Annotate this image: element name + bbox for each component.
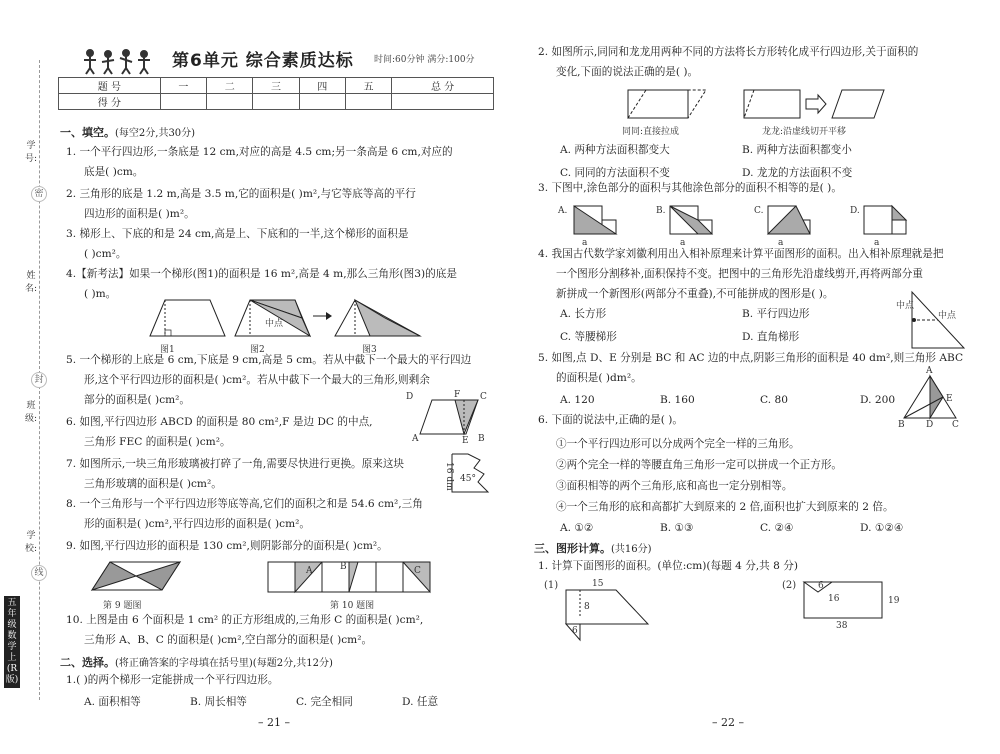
q6-parallelogram [412,396,486,444]
score-table [58,77,494,110]
question-line: 4.【新考法】如果一个梯形(图1)的面积是 16 m²,高是 4 m,那么三角形(图3)的底是 [66,268,457,280]
question-line: 四边形的面积是( )m²。 [84,208,195,220]
question-3 [66,224,408,264]
unit-title: 第6单元 综合素质达标 [172,51,354,71]
grid-label-c: C [414,566,421,576]
option-b[interactable]: B. ①③ [660,522,694,534]
grid-label-b: B [340,562,347,572]
gutter-student-id: 学号: [24,141,38,164]
vertex-label: E [946,394,953,404]
seal-mark-feng: 封 [31,372,47,388]
choice-6-statements [556,434,894,518]
option-d[interactable]: D. ①②④ [860,522,904,534]
question-line: 8. 一个三角形与一个平行四边形等底等高,它们的面积之和是 54.6 cm²,三角 [66,498,423,510]
table-cell: 二 [207,78,253,94]
section-1-title [60,124,195,140]
gutter-class: 班级: [24,401,38,424]
table-cell: 题 号 [59,78,161,94]
choice-4-options [560,306,890,344]
section-2-title [60,654,333,670]
arrow-icon [806,95,826,113]
dim-38: 38 [836,621,848,631]
exam-meta: 时间:60分钟 满分:100分 [374,55,475,65]
vertex-label: D [406,392,414,402]
tongtong-caption: 同同:直接拉成 [622,127,680,137]
question-line: 部分的面积是( )cm²。 [84,394,191,406]
grid-label-a: A [306,566,313,576]
table-cell: 四 [299,78,345,94]
dim-15: 15 [592,579,604,589]
option-d[interactable]: D. 200 [860,394,896,406]
fig-label-c: C. [754,206,764,216]
segment-be [904,397,943,418]
option-b[interactable]: B. 周长相等 [190,696,247,708]
question-8 [66,494,423,534]
score-table-header [59,78,494,94]
vertex-label: F [454,390,461,400]
question-line: 1. 计算下面图形的面积。(单位:cm)(每题 4 分,共 8 分) [538,560,798,572]
q9-caption: 第 9 题图 [103,601,142,611]
option-b[interactable]: B. 平行四边形 [742,308,810,320]
question-line: 三角形 FEC 的面积是( )cm²。 [84,436,231,448]
question-line: 1.( )的两个梯形一定能拼成一个平行四边形。 [66,674,279,686]
fig-label-d: D. [850,206,860,216]
trapezoid-fig1 [150,300,225,336]
right-page [500,0,1000,754]
vertex-label: C [480,392,487,402]
dim-6: 6 [572,626,578,636]
option-a[interactable]: A. 120 [560,394,595,406]
choice-3-figures [572,204,932,238]
fig1-caption: 图1 [160,345,175,355]
vertex-label: C [952,420,959,430]
question-1 [66,142,453,182]
score-input-cell[interactable] [392,94,494,110]
statement: ①一个平行四边形可以分成两个完全一样的三角形。 [556,438,800,450]
choice-5 [538,348,963,388]
question-line: 3. 梯形上、下底的和是 24 cm,高是上、下底和的一半,这个梯形的面积是 [66,228,409,240]
question-9 [66,536,388,556]
question-line: 形,这个平行四边形的面积是( )cm²。若从中截下一个最大的三角形,则剩余 [84,374,430,386]
question-line: 底是( )cm。 [84,166,144,178]
shaded-triangle [930,376,943,418]
statement: ④一个三角形的底和高都扩大到原来的 2 倍,面积也扩大到原来的 2 倍。 [556,501,894,513]
question-line: 三角形玻璃的面积是( )cm²。 [84,478,222,490]
table-cell: 总 分 [392,78,494,94]
question-line: 5. 如图,点 D、E 分别是 BC 和 AC 边的中点,阴影三角形的面积是 40 dm²,则三角形 ABC [538,352,964,364]
choice-6-options [560,522,903,534]
question-line: 三角形 A、B、C 的面积是( )cm²,空白部分的面积是( )cm²。 [84,634,373,646]
fig2-caption: 图2 [250,345,265,355]
parallelogram-tongtong [628,90,706,118]
question-line: 6. 如图,平行四边形 ABCD 的面积是 80 cm²,F 是边 DC 的中点, [66,416,373,428]
section-title-text: 三、图形计算。 [534,542,611,555]
option-d[interactable]: D. 龙龙的方法面积不变 [742,167,853,179]
midpoint-label: 中点 [896,301,915,311]
table-cell: 得 分 [59,94,161,110]
fig-index-2: (2) [782,580,797,591]
question-line: 3. 下图中,涂色部分的面积与其他涂色部分的面积不相等的是( )。 [538,182,842,194]
vertex-label: A [926,366,933,376]
seal-mark-mi: 密 [31,186,47,202]
choice-6 [538,410,683,430]
shaded-option-d [892,206,906,220]
seal-mark-xian: 线 [31,565,47,581]
side-label-a: a [582,238,588,248]
question-line: 5. 一个梯形的上底是 6 cm,下底是 9 cm,高是 5 cm。若从中截下一个最大的平行四边 [66,354,472,366]
section-note: (每空2分,共30分) [115,128,196,139]
vertex-label: E [462,436,469,446]
binding-gutter [0,0,56,754]
unit-header [82,44,494,76]
side-length-label: 16 dm [444,462,454,491]
vertex-label: B [898,420,905,430]
score-input-cell[interactable] [207,94,253,110]
longlong-caption: 龙龙:沿虚线切开平移 [762,127,847,137]
midpoint-label: 中点 [265,319,284,329]
vertex-label: A [412,434,419,444]
option-a[interactable]: A. 长方形 [560,308,607,320]
question-line: ( )m。 [84,288,117,300]
page-number-left: – 21 – [258,716,290,729]
option-c[interactable]: C. 等腰梯形 [560,331,617,343]
choice-1-options [84,694,464,709]
gutter-name: 姓名: [24,271,38,294]
composite-shape [566,590,648,624]
page-number-right: – 22 – [712,716,744,729]
choice-5-options [560,394,895,406]
question-2 [66,184,416,224]
side-label-a: a [680,238,686,248]
angle-label: 45° [460,474,476,484]
option-a[interactable]: A. ①② [560,522,594,534]
option-d[interactable]: D. 任意 [402,696,439,708]
table-cell: 五 [345,78,391,94]
fig-label-a: A. [558,206,568,216]
table-cell: 一 [160,78,206,94]
score-table-row [59,94,494,110]
glass-outline [452,454,488,492]
midpoint-label: 中点 [938,311,957,321]
section-title-text: 二、选择。 [60,656,115,669]
dim-16: 16 [828,594,840,604]
question-line: ( )cm²。 [84,248,127,260]
arrow-head [326,312,332,320]
score-input-cell[interactable] [253,94,299,110]
shaded-triangle-fec [455,400,478,434]
right-angle-mark [165,330,171,336]
fig3-caption: 图3 [362,345,377,355]
question-line: 一个图形分割移补,面积保持不变。把图中的三角形先沿虚线剪开,再将两部分重 [556,268,923,280]
section-note: (共16分) [611,544,652,555]
scissors-icon [912,318,916,322]
question-line: 4. 我国古代数学家刘徽利用出入相补原理来计算平面图形的面积。出入相补原理就是把 [538,248,944,260]
vertex-label: B [478,434,485,444]
section-title-text: 一、填空。 [60,126,115,139]
triangle-b [349,562,358,592]
question-line: 9. 如图,平行四边形的面积是 130 cm²,则阴影部分的面积是( )cm²。 [66,540,388,552]
q10-caption: 第 10 题图 [330,601,375,611]
question-6 [66,412,373,452]
option-a[interactable]: A. 两种方法面积都变大 [560,144,670,156]
table-cell: 三 [253,78,299,94]
choice-2-figures [626,88,886,122]
cut-line [744,90,754,118]
fig-index-1: (1) [544,580,559,591]
question-line: 2. 三角形的底是 1.2 m,高是 3.5 m,它的面积是( )m²,与它等底等高的平行 [66,188,416,200]
calc-figure-2 [802,580,886,620]
dim-6: 6 [818,581,824,591]
q7-broken-glass [448,452,490,494]
fig-label-b: B. [656,206,666,216]
option-a[interactable]: A. 面积相等 [84,696,141,708]
vertex-label: D [926,420,934,430]
calc-1 [538,556,798,576]
section-note: (将正确答案的字母填在括号里)(每题2分,共12分) [115,658,333,669]
side-label-a: a [874,238,880,248]
question-line: 2. 如图所示,同同和龙龙用两种不同的方法将长方形转化成平行四边形,关于面积的 [538,46,919,58]
gutter-school: 学校: [24,531,38,554]
score-input-cell[interactable] [345,94,391,110]
question-line: 6. 下面的说法中,正确的是( )。 [538,414,684,426]
score-input-cell[interactable] [160,94,206,110]
rectangle-longlong [744,90,800,118]
parallelogram-longlong [832,90,884,118]
option-c[interactable]: C. 同同的方法面积不变 [560,167,670,179]
statement: ③面积相等的两个三角形,底和高也一定分别相等。 [556,480,793,492]
option-c[interactable]: C. 完全相同 [296,696,353,708]
book-label: 五年级数学上(R版) [4,596,20,688]
question-line: 7. 如图所示,一块三角形玻璃被打碎了一角,需要尽快进行更换。原来这块 [66,458,405,470]
statement: ②两个完全一样的等腰直角三角形一定可以拼成一个正方形。 [556,459,843,471]
side-label-a: a [778,238,784,248]
option-c[interactable]: C. ②④ [760,522,794,534]
choice-3 [538,178,842,198]
section-3-title [534,540,652,556]
choice-2-options [560,142,940,180]
option-b[interactable]: B. 两种方法面积都变小 [742,144,852,156]
question-line: 变化,下面的说法正确的是( )。 [556,66,699,78]
question-line: 10. 上图是由 6 个面积是 1 cm² 的正方形组成的,三角形 C 的面积是( )cm², [66,614,424,626]
figures-illustration [82,48,162,74]
dim-19: 19 [888,596,900,606]
choice-1 [66,670,278,690]
question-line: 的面积是( )dm²。 [556,372,642,384]
q9-q10-figures [90,560,490,596]
question-line: 1. 一个平行四边形,一条底是 12 cm,对应的高是 4.5 cm;另一条高是 6 cm,对应的 [66,146,453,158]
option-d[interactable]: D. 直角梯形 [742,331,800,343]
question-7 [66,454,404,494]
choice-4 [538,244,943,304]
choice-2 [538,42,918,82]
question-line: 形的面积是( )cm²,平行四边形的面积是( )cm²。 [84,518,310,530]
option-b[interactable]: B. 160 [660,394,695,406]
question-line: 新拼成一个新图形(两部分不重叠),不可能拼成的图形是( )。 [556,288,834,300]
option-c[interactable]: C. 80 [760,394,788,406]
score-input-cell[interactable] [299,94,345,110]
dim-8: 8 [584,602,590,612]
question-10 [66,610,423,650]
